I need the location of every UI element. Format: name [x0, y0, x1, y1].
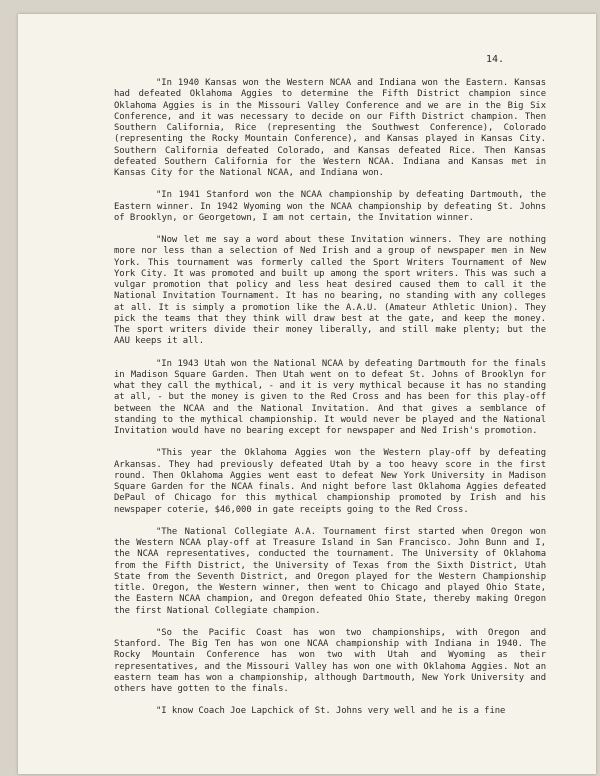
paragraph-1941: "In 1941 Stanford won the NCAA championship by defeating Dartmouth, the Eastern winner. In 1942 Wyoming won the NCAA championship by defeating St. Johns of Brooklyn, or Georgetown, I am not certain, the Invitation winner. — [114, 190, 546, 223]
document-body — [114, 78, 546, 729]
paragraph-1940: "In 1940 Kansas won the Western NCAA and Indiana won the Eastern. Kansas had defeated Oklahoma Aggies to determine the Fifth District champion since Oklahoma Aggies is in the Missouri Valley Conference and we are in the Big Six Conference, and it was necessary to decide on our Fifth District champion. Then Southern California, Rice (representing the Southwest Conference), Colorado (representing the Rocky Mountain Conference), and Kansas played in Kansas City. Southern California defeated Colorado, and Kansas defeated Rice. Then Kansas defeated Southern California for the Western NCAA. Indiana and Kansas met in Kansas City for the National NCAA, and Indiana won. — [114, 78, 546, 178]
paragraph-tournament-history: "The National Collegiate A.A. Tournament first started when Oregon won the Western NCAA play-off at Treasure Island in San Francisco. John Bunn and I, the NCAA representatives, conducted the tournament. The University of Oklahoma from the Fifth District, the University of Texas from the Sixth District, Utah State from the Seventh District, and Oregon played for the Western Championship title. Oregon, the Western winner, then went to Chicago and played Ohio State, the Eastern NCAA champion, and Oregon defeated Ohio State, thereby making Oregon the first National Collegiate champion. — [114, 526, 546, 616]
paragraph-lapchick: "I know Coach Joe Lapchick of St. Johns very well and he is a fine — [156, 706, 506, 717]
paragraph-invitation: "Now let me say a word about these Invitation winners. They are nothing more nor less than a selection of Ned Irish and a group of newspaper men in New York. This tournament was formerly called the Sport Writers Tournament of New York City. It was promoted and built up among the sport writers. This was such a vulgar promotion that policy and less heat desired caused them to call it the National Invitation Tournament. It has no bearing, no standing with any colleges at all. It is simply a promotion like the A.A.U. (Amateur Athletic Union). They pick the teams that they think will draw best at the gate, and keep the money. The sport writers divide their money liberally, and still make plenty; but the AAU keeps it all. — [114, 235, 546, 347]
page-number: 14. — [485, 54, 504, 65]
document-page — [18, 14, 596, 774]
paragraph-this-year: "This year the Oklahoma Aggies won the Western play-off by defeating Arkansas. They had previously defeated Utah by a too heavy score in the first round. Then Oklahoma Aggies went east to defeat New York University in Madison Square Garden for the NCAA finals. And night before last Oklahoma Aggies defeated DePaul of Chicago for this mythical championship promoted by Irish and his newspaper coterie, $46,000 in gate receipts going to the Red Cross. — [114, 448, 546, 515]
paragraph-1943: "In 1943 Utah won the National NCAA by defeating Dartmouth for the finals in Madison Square Garden. Then Utah went on to defeat St. Johns of Brooklyn for what they call the mythical, - and it is very mythical because it has no standing at all, - but the money is given to the Red Cross and has been for this play-off between the NCAA and the National Invitation. And that gives a semblance of standing to the mythical championship. It would never be played and the National Invitation would have no bearing except for newspaper and Ned Irish's promotion. — [114, 358, 546, 436]
paragraph-championships: "So the Pacific Coast has won two championships, with Oregon and Stanford. The Big Ten has won one NCAA championship with Indiana in 1940. The Rocky Mountain Conference has won two with Utah and Wyoming as their representatives, and the Missouri Valley has won one with Oklahoma Aggies. Not an eastern team has won a championship, although Dartmouth, New York University and others have gotten to the finals. — [114, 627, 546, 694]
